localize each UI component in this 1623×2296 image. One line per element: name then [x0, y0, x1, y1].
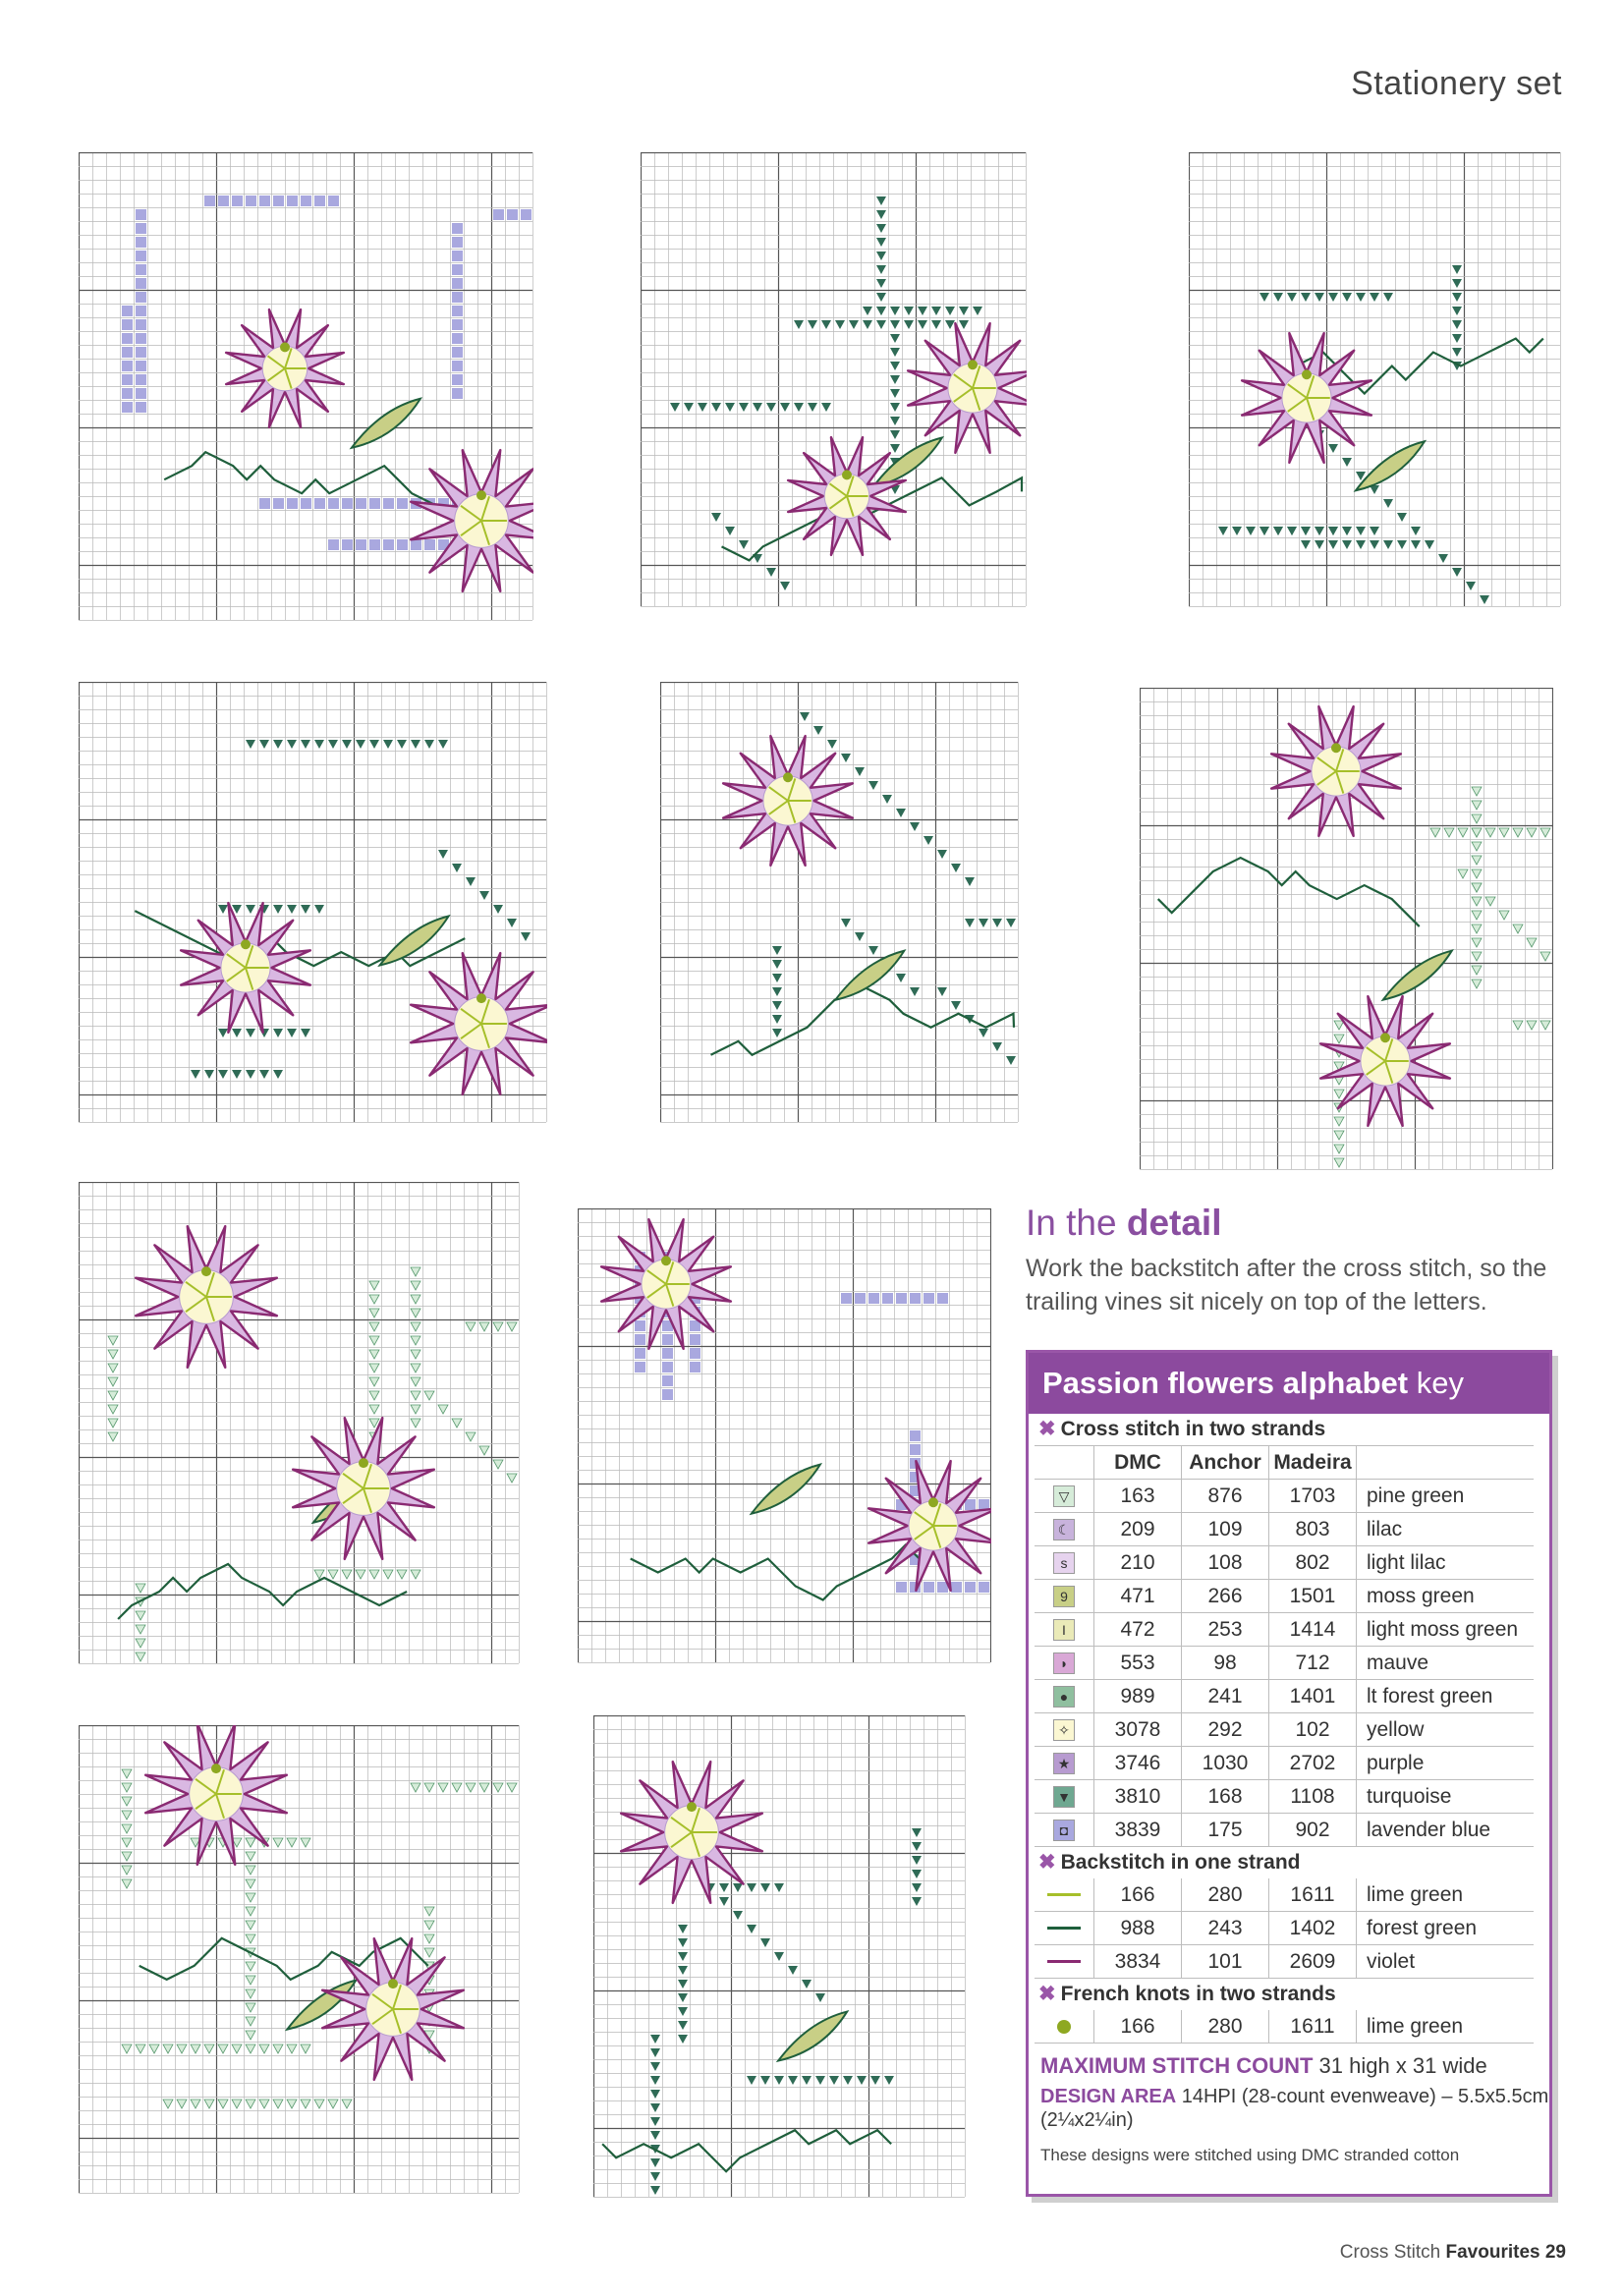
anchor-number: 280 — [1182, 2010, 1269, 2044]
dmc-number: 472 — [1094, 1613, 1182, 1647]
anchor-number: 101 — [1182, 1945, 1269, 1979]
design-area: DESIGN AREA 14HPI (28-count evenweave) – 5.5x5.5cm (2¼x2¼in) — [1040, 2086, 1549, 2131]
madeira-number: 1611 — [1269, 1878, 1357, 1912]
backstitch-line-icon — [1047, 1960, 1081, 1963]
french-knot-heading: ✖ French knots in two strands — [1038, 1983, 1336, 2005]
chart-10 — [593, 1715, 966, 2198]
colour-name: moss green — [1357, 1580, 1535, 1613]
key-row — [1035, 1680, 1534, 1713]
col-anchor: Anchor — [1182, 1446, 1269, 1480]
anchor-number: 253 — [1182, 1613, 1269, 1647]
key-symbol-icon: s — [1053, 1552, 1075, 1574]
key-row — [1035, 1912, 1534, 1945]
colour-name: yellow — [1357, 1713, 1535, 1747]
colour-name: forest green — [1357, 1912, 1535, 1945]
colour-name: pine green — [1357, 1480, 1535, 1513]
colour-name: mauve — [1357, 1647, 1535, 1680]
key-row — [1035, 1480, 1534, 1513]
dmc-number: 166 — [1094, 2010, 1182, 2044]
anchor-number: 98 — [1182, 1647, 1269, 1680]
cross-icon: ✖ — [1038, 1851, 1056, 1874]
key-row — [1035, 1780, 1534, 1814]
key-symbol-icon: ✧ — [1053, 1719, 1075, 1741]
detail-box — [1026, 1203, 1576, 1318]
madeira-number: 1402 — [1269, 1912, 1357, 1945]
col-name — [1357, 1446, 1535, 1480]
chart-2 — [641, 152, 1027, 607]
colour-name: violet — [1357, 1945, 1535, 1979]
dmc-number: 553 — [1094, 1647, 1182, 1680]
chart-3 — [1189, 152, 1561, 607]
madeira-number: 1611 — [1269, 2010, 1357, 2044]
section-title: Stationery set — [1351, 65, 1562, 102]
key-row — [1035, 1814, 1534, 1847]
chart-grid — [593, 1715, 966, 2198]
chart-grid — [79, 152, 533, 621]
colour-name: lt forest green — [1357, 1680, 1535, 1713]
madeira-number: 1108 — [1269, 1780, 1357, 1814]
dmc-number: 163 — [1094, 1480, 1182, 1513]
dmc-number: 471 — [1094, 1580, 1182, 1613]
madeira-number: 2702 — [1269, 1747, 1357, 1780]
stitch-count: MAXIMUM STITCH COUNT 31 high x 31 wide — [1040, 2053, 1487, 2078]
anchor-number: 108 — [1182, 1546, 1269, 1580]
anchor-number: 876 — [1182, 1480, 1269, 1513]
cross-icon: ✖ — [1038, 1418, 1056, 1440]
colour-name: lime green — [1357, 2010, 1535, 2044]
chart-grid — [79, 682, 547, 1123]
key-row — [1035, 1613, 1534, 1647]
madeira-number: 1401 — [1269, 1680, 1357, 1713]
anchor-number: 168 — [1182, 1780, 1269, 1814]
colour-name: light moss green — [1357, 1613, 1535, 1647]
colour-name: lilac — [1357, 1513, 1535, 1546]
key-symbol-icon: ● — [1053, 1686, 1075, 1708]
colour-key — [1026, 1350, 1552, 2197]
madeira-number: 902 — [1269, 1814, 1357, 1847]
key-symbol-icon: ★ — [1053, 1753, 1075, 1774]
key-row — [1035, 1647, 1534, 1680]
chart-1 — [79, 152, 533, 621]
detail-heading: In the detail — [1026, 1203, 1222, 1243]
key-symbol-icon: ◗ — [1053, 1652, 1075, 1674]
thread-note: These designs were stitched using DMC stranded cotton — [1040, 2146, 1460, 2164]
anchor-number: 109 — [1182, 1513, 1269, 1546]
col-madeira: Madeira — [1269, 1446, 1357, 1480]
cross-stitch-heading: ✖ Cross stitch in two strands — [1038, 1418, 1326, 1440]
anchor-number: 243 — [1182, 1912, 1269, 1945]
chart-4 — [79, 682, 547, 1123]
dmc-number: 210 — [1094, 1546, 1182, 1580]
cross-stitch-table — [1035, 1445, 1534, 1847]
key-row — [1035, 1513, 1534, 1546]
dmc-number: 3746 — [1094, 1747, 1182, 1780]
madeira-number: 2609 — [1269, 1945, 1357, 1979]
madeira-number: 712 — [1269, 1647, 1357, 1680]
backstitch-line-icon — [1047, 1927, 1081, 1930]
symbol-col — [1035, 1446, 1094, 1480]
chart-grid — [641, 152, 1027, 607]
dmc-number: 166 — [1094, 1878, 1182, 1912]
backstitch-table — [1035, 1878, 1534, 1979]
key-row — [1035, 2010, 1534, 2044]
french-knot-table — [1035, 2010, 1534, 2044]
anchor-number: 292 — [1182, 1713, 1269, 1747]
colour-name: purple — [1357, 1747, 1535, 1780]
anchor-number: 1030 — [1182, 1747, 1269, 1780]
key-row — [1035, 1580, 1534, 1613]
chart-5 — [660, 682, 1019, 1123]
madeira-number: 1414 — [1269, 1613, 1357, 1647]
dmc-number: 989 — [1094, 1680, 1182, 1713]
key-symbol-icon: ◘ — [1053, 1820, 1075, 1841]
page-footer: Cross Stitch Favourites 29 — [1339, 2242, 1566, 2263]
colour-name: turquoise — [1357, 1780, 1535, 1814]
cross-icon: ✖ — [1038, 1983, 1056, 2005]
key-row — [1035, 1546, 1534, 1580]
anchor-number: 266 — [1182, 1580, 1269, 1613]
key-title: Passion flowers alphabet key — [1029, 1353, 1549, 1414]
chart-6 — [1140, 688, 1553, 1170]
key-symbol-icon: 9 — [1053, 1586, 1075, 1607]
madeira-number: 102 — [1269, 1713, 1357, 1747]
anchor-number: 241 — [1182, 1680, 1269, 1713]
backstitch-heading: ✖ Backstitch in one strand — [1038, 1851, 1301, 1874]
detail-body: Work the backstitch after the cross stitch, so the trailing vines sit nicely on top of the letters. — [1026, 1255, 1547, 1316]
colour-name: light lilac — [1357, 1546, 1535, 1580]
key-symbol-icon: ▼ — [1053, 1786, 1075, 1808]
colour-name: lavender blue — [1357, 1814, 1535, 1847]
key-symbol-icon: I — [1053, 1619, 1075, 1641]
chart-grid — [79, 1182, 520, 1664]
madeira-number: 802 — [1269, 1546, 1357, 1580]
key-row — [1035, 1747, 1534, 1780]
chart-8 — [578, 1208, 991, 1663]
col-dmc: DMC — [1094, 1446, 1182, 1480]
chart-grid — [660, 682, 1019, 1123]
colour-name: lime green — [1357, 1878, 1535, 1912]
key-row — [1035, 1945, 1534, 1979]
chart-7 — [79, 1182, 520, 1664]
backstitch-line-icon — [1047, 1893, 1081, 1896]
key-row — [1035, 1713, 1534, 1747]
dmc-number: 209 — [1094, 1513, 1182, 1546]
madeira-number: 1703 — [1269, 1480, 1357, 1513]
french-knot-icon — [1057, 2020, 1071, 2034]
key-row — [1035, 1878, 1534, 1912]
dmc-number: 3810 — [1094, 1780, 1182, 1814]
anchor-number: 280 — [1182, 1878, 1269, 1912]
chart-9 — [79, 1725, 520, 2194]
madeira-number: 1501 — [1269, 1580, 1357, 1613]
chart-grid — [79, 1725, 520, 2194]
dmc-number: 988 — [1094, 1912, 1182, 1945]
chart-grid — [578, 1208, 991, 1663]
key-symbol-icon: ☾ — [1053, 1519, 1075, 1540]
key-symbol-icon: ▽ — [1053, 1485, 1075, 1507]
dmc-number: 3839 — [1094, 1814, 1182, 1847]
anchor-number: 175 — [1182, 1814, 1269, 1847]
chart-grid — [1189, 152, 1561, 607]
dmc-number: 3834 — [1094, 1945, 1182, 1979]
dmc-number: 3078 — [1094, 1713, 1182, 1747]
chart-grid — [1140, 688, 1553, 1170]
madeira-number: 803 — [1269, 1513, 1357, 1546]
